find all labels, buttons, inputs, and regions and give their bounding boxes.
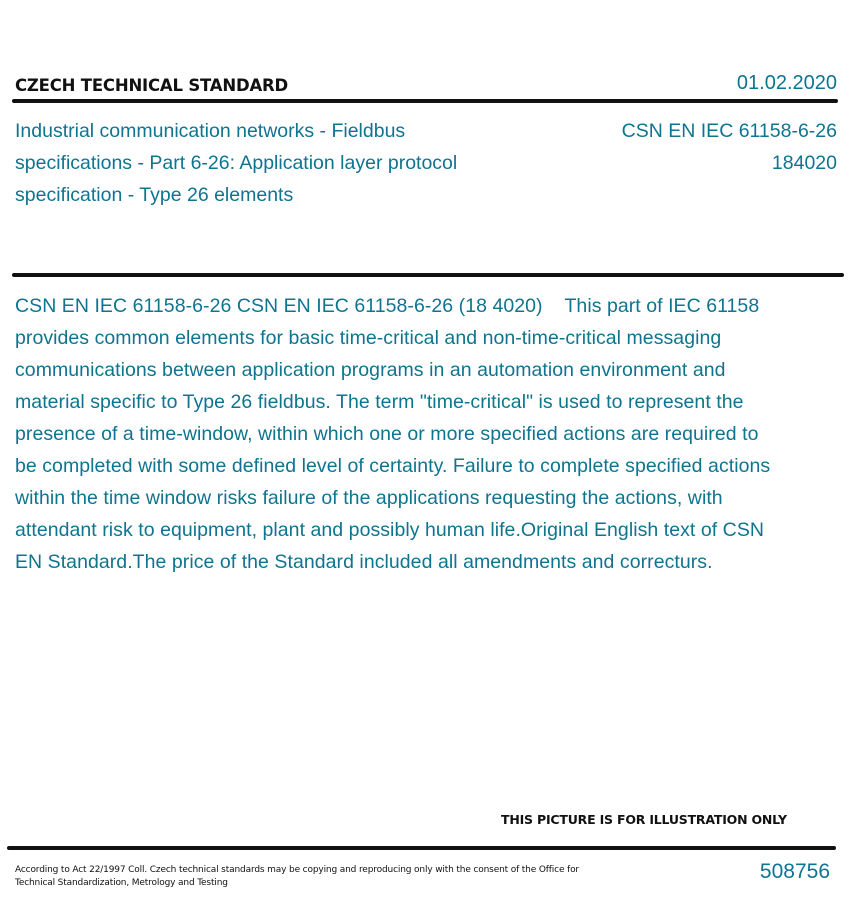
header-divider: [12, 99, 838, 103]
standard-identifier: [622, 115, 837, 179]
standard-code: CSN EN IEC 61158-6-26: [621, 120, 837, 142]
standard-abstract: CSN EN IEC 61158-6-26 CSN EN IEC 61158-6-26 (18 4020) This part of IEC 61158 provides common elements for basic time-critical and non-time-critical messaging communications between application programs in an automation environment and material specific to Type 26 fieldbus. The term "time-critical" is used to represent the presence of a time-window, within which one or more specified actions are required to be completed with some defined level of certainty. Failure to complete specified actions within the time window risks failure of the applications requesting the actions, with attendant risk to equipment, plant and possibly human life.Original English text of CSN EN Standard.The price of the Standard included all amendments and correcturs.: [15, 295, 771, 573]
publication-date: 01.02.2020: [736, 72, 837, 94]
standard-class-number: 184020: [771, 152, 837, 174]
standard-title: Industrial communication networks - Fieldbus specifications - Part 6-26: Application layer protocol specification - Type 26 elements: [15, 120, 458, 206]
document-header-title: CZECH TECHNICAL STANDARD: [15, 76, 289, 95]
section-divider: [12, 273, 844, 277]
footer-divider: [7, 846, 836, 850]
document-id: 508756: [759, 860, 830, 883]
legal-notice: According to Act 22/1997 Coll. Czech technical standards may be copying and reproducing only with the consent of the Office for Technical Standardization, Metrology and Testing: [15, 865, 579, 888]
illustration-disclaimer: THIS PICTURE IS FOR ILLUSTRATION ONLY: [501, 812, 787, 827]
